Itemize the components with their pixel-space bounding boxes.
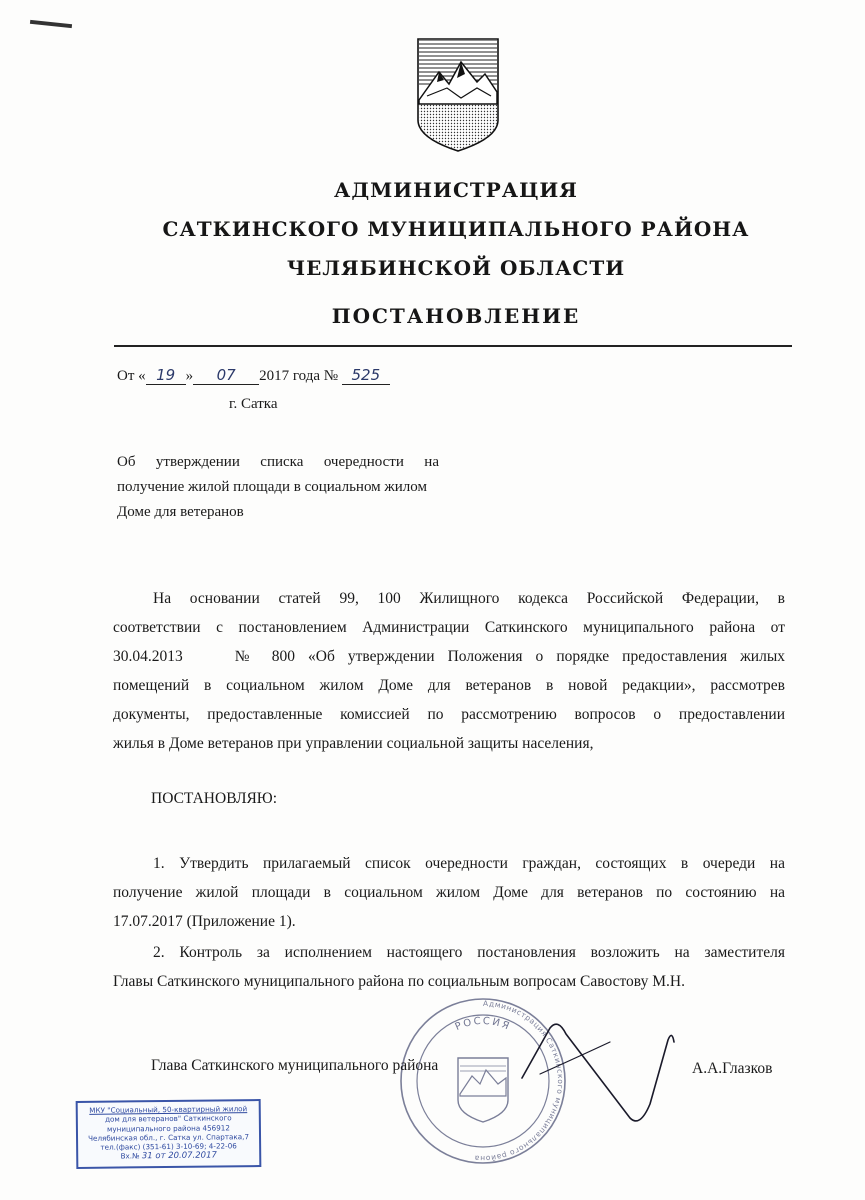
date-prefix: От « [117, 368, 146, 384]
incoming-registration-stamp [76, 1099, 262, 1169]
date-day: 19 [146, 366, 186, 385]
signatory-title: Глава Саткинского муниципального района [151, 1057, 439, 1074]
paragraph-line: документы, предоставленные комиссией по рассмотрению вопросов о предоставлении [113, 706, 785, 723]
paragraph-line: жилья в Доме ветеранов при управлении социальной защиты населения, [113, 735, 594, 752]
subject-line: Доме для ветеранов [117, 504, 244, 520]
stamp-incoming-value: 31 от 20.07.2017 [141, 1150, 217, 1162]
stamp-line: Челябинская обл., г. Сатка ул. Спартака,7 [88, 1132, 250, 1143]
subject-block [117, 450, 439, 525]
paragraph-line: соответствии с постановлением Администрации Саткинского муниципального района от [113, 619, 785, 636]
preamble-paragraph [113, 584, 785, 758]
paragraph-line: получение жилой площади в социальном жилом Доме для ветеранов по состоянию на [113, 884, 785, 901]
paragraph-line: На основании статей 99, 100 Жилищного кодекса Российской Федерации, в [153, 590, 785, 607]
handwritten-signature [500, 1000, 680, 1130]
document-type-title: ПОСТАНОВЛЕНИЕ [331, 304, 581, 328]
decree-word: ПОСТАНОВЛЯЮ: [151, 790, 278, 807]
paragraph-line: 30.04.2013 № 800 «Об утверждении Положения о порядке предоставления жилых [113, 648, 785, 665]
document-number: 525 [342, 366, 390, 385]
stamp-incoming-label: Вх.№ [120, 1151, 140, 1161]
header-line-district: САТКИНСКОГО МУНИЦИПАЛЬНОГО РАЙОНА [162, 217, 750, 241]
stamp-line: МКУ "Социальный, 50-квартирный жилой [89, 1104, 248, 1115]
clause-2 [113, 938, 785, 996]
coat-of-arms-icon [417, 38, 499, 152]
header-line-administration: АДМИНИСТРАЦИЯ [334, 178, 578, 202]
stamp-line: муниципального района 456912 [106, 1122, 230, 1134]
date-year-text: 2017 года № [259, 368, 339, 384]
date-line [117, 366, 390, 385]
clause-1 [113, 849, 785, 936]
city-name: г. Сатка [229, 396, 278, 412]
paragraph-line: 2. Контроль за исполнением настоящего постановления возложить на заместителя [153, 944, 785, 961]
date-quote-close: » [185, 368, 194, 384]
paragraph-line: 1. Утвердить прилагаемый список очередности граждан, состоящих в очереди на [153, 855, 785, 872]
stamp-line [80, 1151, 257, 1163]
paragraph-line: помещений в социальном жилом Доме для ветеранов в новой редакции», рассмотрев [113, 677, 785, 694]
header-line-region: ЧЕЛЯБИНСКОЙ ОБЛАСТИ [286, 256, 626, 280]
seal-top-text: РОССИЯ [453, 1015, 513, 1033]
staple-mark [30, 20, 72, 28]
date-month: 07 [193, 366, 259, 385]
paragraph-line: 17.07.2017 (Приложение 1). [113, 913, 296, 930]
seal-ring-text: Администрация Саткинского муниципального района [473, 998, 565, 1164]
signatory-name: А.А.Глазков [692, 1060, 773, 1077]
paragraph-line: Главы Саткинского муниципального района по социальным вопросам Савостову М.Н. [113, 973, 685, 990]
stamp-line: дом для ветеранов" Саткинского [105, 1113, 232, 1124]
stamp-line: тел.(факс) (351-61) 3-10-69; 4-22-06 [100, 1141, 237, 1152]
subject-line: получение жилой площади в социальном жилом [117, 479, 427, 495]
header-divider [114, 345, 792, 347]
subject-line: Об утверждении списка очередности на [117, 454, 439, 470]
